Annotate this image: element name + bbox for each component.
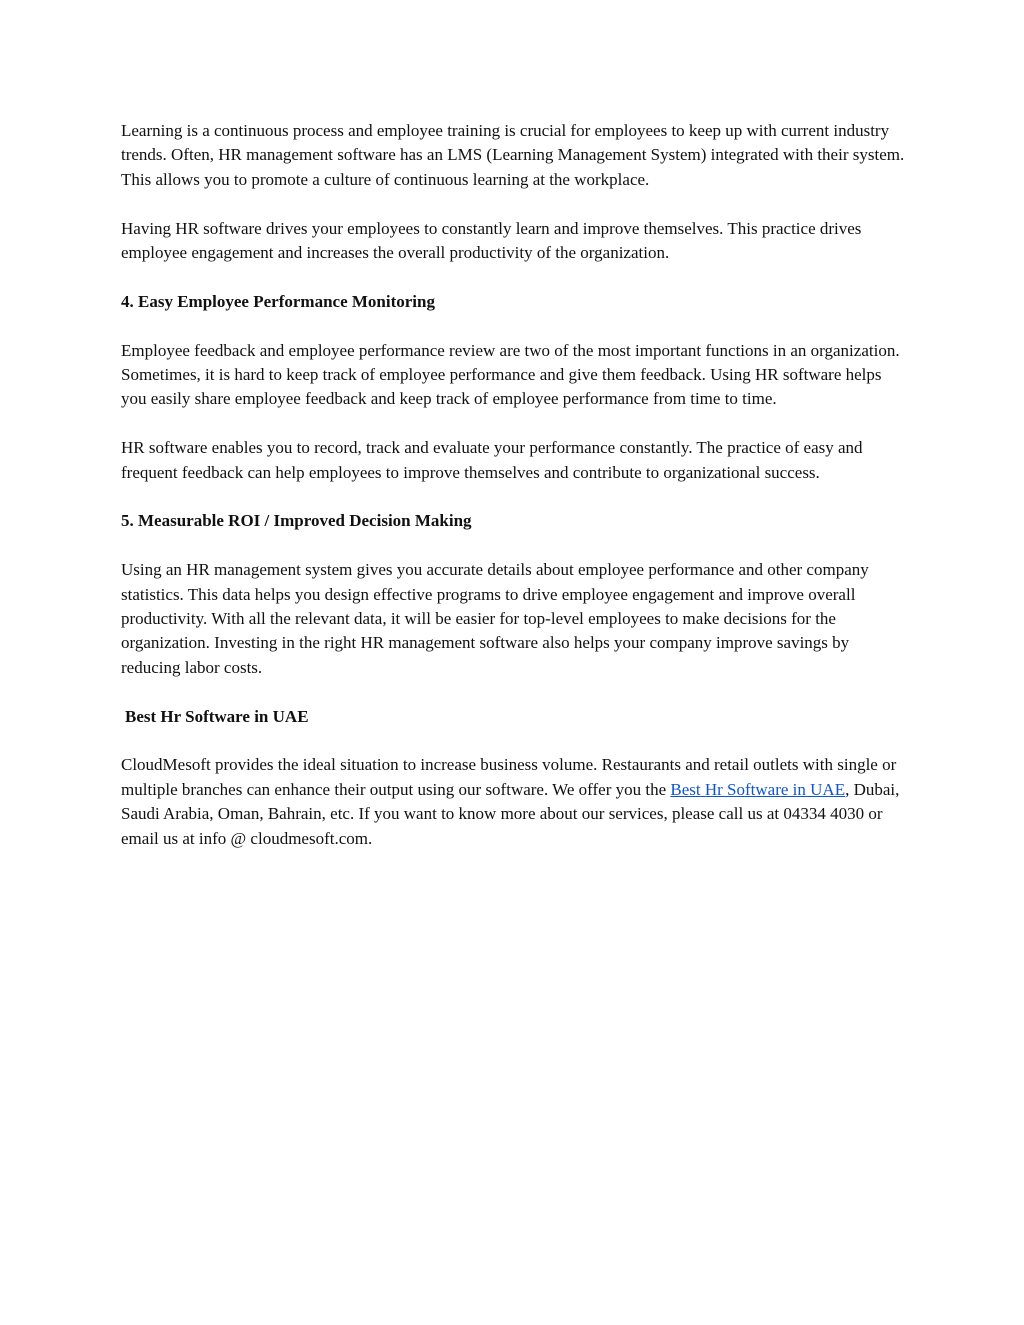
heading-best-hr-software: Best Hr Software in UAE [125,706,309,726]
paragraph-employee-feedback: Employee feedback and employee performance review are two of the most important functions in an organization. Sometimes, it is hard to keep track of employee performance and give them feedback. Using HR software helps you easily share employee feedback and keep track of employee performance from time to time. [121,340,900,409]
cloudmesoft-text-before-link: CloudMesoft provides the ideal situation to increase business volume. Restaurants and retail outlets with single or multiple branches can enhance their output using our software. We offer you the [121,755,897,799]
paragraph-employee-engagement: Having HR software drives your employees to constantly learn and improve themselves. This practice drives employee engagement and increases the overall productivity of the organization. [121,218,862,263]
paragraph-hr-management-system: Using an HR management system gives you accurate details about employee performance and other company statistics. This data helps you design effective programs to drive employee engagement and improve overall productivity. With all the relevant data, it will be easier for top-level employees to make decisions for the organization. Investing in the right HR management software also helps your company improve savings by reducing labor costs. [121,560,869,677]
best-hr-software-link[interactable]: Best Hr Software in UAE [670,779,846,799]
paragraph-continuous-learning: Learning is a continuous process and employee training is crucial for employees to keep up with current industry trends. Often, HR management software has an LMS (Learning Management System) integrated with their system. This allows you to promote a culture of continuous learning at the workplace. [121,121,905,189]
paragraph-performance-tracking: HR software enables you to record, track and evaluate your performance constantly. The practice of easy and frequent feedback can help employees to improve themselves and contribute to organizational success. [121,438,863,482]
heading-measurable-roi: 5. Measurable ROI / Improved Decision Making [121,511,472,531]
heading-performance-monitoring: 4. Easy Employee Performance Monitoring [121,291,435,311]
cloudmesoft-text-after-link: , Dubai, Saudi Arabia, Oman, Bahrain, etc. If you want to know more about our services, please call us at 04334 4030 or email us at info @ cloudmesoft.com. [121,779,900,848]
paragraph-cloudmesoft [121,753,907,851]
document-page [121,119,907,875]
